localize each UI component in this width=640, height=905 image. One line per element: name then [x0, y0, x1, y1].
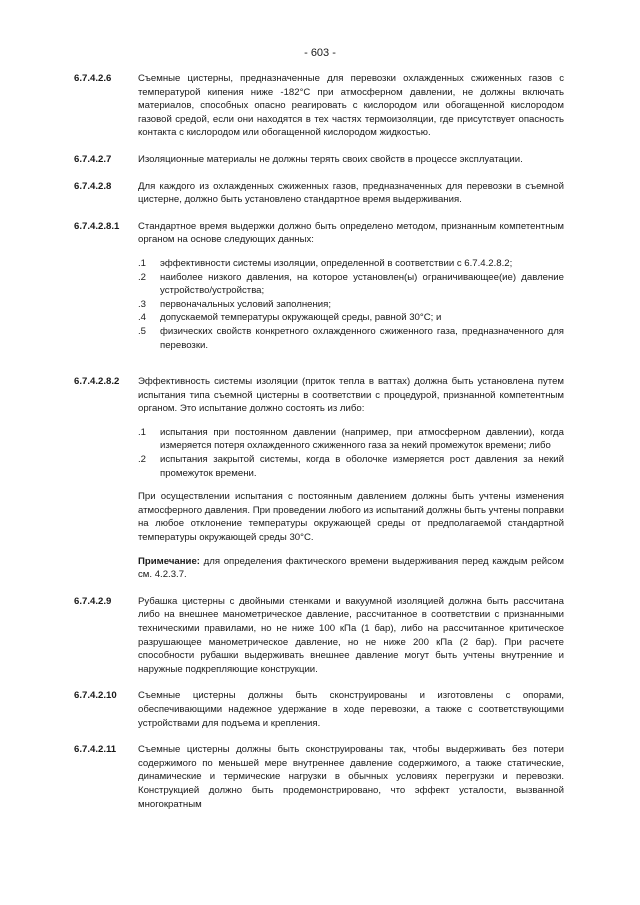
paragraph-6-7-4-2-6 — [74, 72, 564, 140]
page-number: - 603 - — [304, 47, 336, 59]
paragraph-6-7-4-2-8 — [74, 180, 564, 207]
paragraph-number: 6.7.4.2.10 — [74, 690, 117, 702]
enumerated-list — [138, 426, 564, 480]
list-item-number: .2 — [138, 271, 147, 283]
list-item-text: эффективности системы изоляции, определенной в соответствии с 6.7.4.2.8.2; — [160, 257, 513, 269]
list-item-text: испытания закрытой системы, когда в оболочке измеряется рост давления за некий промежуток времени. — [160, 454, 564, 479]
list-item — [138, 311, 564, 325]
paragraph-6-7-4-2-8-1 — [74, 220, 564, 362]
note-text: для определения фактического времени выдерживания перед каждым рейсом см. 4.2.3.7. — [138, 555, 564, 581]
list-item-text: физических свойств конкретного охлажденного сжиженного газа, предназначенного для перевозки. — [160, 325, 564, 351]
paragraph-number: 6.7.4.2.8 — [74, 180, 112, 192]
paragraph-text: Съемные цистерны должны быть сконструированы так, чтобы выдерживать без потери содержимого по меньшей мере внутреннее давление содержимого, а также статические, динамические и термические нагрузки в обычных условиях перегрузки и перевозки. Конструкцией должно быть продемонстрировано, что эффект усталости, вызванной многократным — [138, 744, 564, 810]
list-item-number: .4 — [138, 312, 147, 324]
list-item-number: .2 — [138, 454, 147, 466]
paragraph-intro: Стандартное время выдержки должно быть определено методом, признанным компетентным органом на основе следующих данных: — [138, 220, 564, 246]
paragraph-text: Для каждого из охлажденных сжиженных газов, предназначенных для перевозки в съемной цистерне, должно быть установлено стандартное время выдерживания. — [138, 180, 564, 206]
paragraph-6-7-4-2-9 — [74, 595, 564, 677]
enumerated-list — [138, 257, 564, 352]
paragraph-text: При осуществлении испытания с постоянным давлением должны быть учтены изменения атмосферного давления. При проведении любого из испытаний должны быть учтены поправки на любое отклонение температуры окружающей среды от предполагаемой стандартной температуры окружающей среды 30°С. — [138, 491, 564, 544]
list-item-text: испытания при постоянном давлении (например, при атмосферном давлении), когда измеряется потеря охлажденного сжиженного газа за некий промежуток времени; либо — [160, 426, 564, 452]
paragraph-6-7-4-2-8-2 — [74, 375, 564, 582]
list-item-text: первоначальных условий заполнения; — [160, 298, 332, 310]
paragraph-number: 6.7.4.2.11 — [74, 744, 117, 756]
paragraph-6-7-4-2-11 — [74, 743, 564, 811]
paragraph-text: Рубашка цистерны с двойными стенками и вакуумной изоляцией должна быть рассчитана либо на внешнее манометрическое давление, рассчитанное в соответствии с признанными техническими правилами, но не ниже 100 кПа (1 бар), либо на рассчитанное критическое разрушающее манометрическое давление, но не ниже 200 кПа (2 бар). При расчете способности рубашки выдерживать внешнее давление могут быть учтены внутренние и наружные подкрепляющие конструкции. — [138, 595, 564, 675]
list-item — [138, 426, 564, 453]
list-item — [138, 271, 564, 298]
list-item-number: .5 — [138, 325, 147, 337]
list-item — [138, 325, 564, 352]
paragraph-number: 6.7.4.2.8.1 — [74, 220, 120, 232]
paragraph-text: Съемные цистерны, предназначенные для перевозки охлажденных сжиженных газов с температурой кипения ниже -182°С при атмосферном давлении, не должны включать материалов, способных опасно реагировать с кислородом или обогащенной кислородом газовой средой, если они находятся в тех частях термоизоляции, где присутствует опасность контакта с кислородом или обогащенной кислородом жидкостью. — [138, 73, 564, 139]
list-item — [138, 257, 564, 271]
paragraph-6-7-4-2-7 — [74, 153, 564, 167]
paragraph-number: 6.7.4.2.8.2 — [74, 376, 120, 388]
note — [138, 555, 564, 582]
paragraph-number: 6.7.4.2.9 — [74, 595, 112, 607]
paragraph-text: Съемные цистерны должны быть сконструированы и изготовлены с опорами, обеспечивающими надежное удержание в ходе перевозки, а также с соответствующими устройствами для подъема и крепления. — [138, 690, 564, 729]
note-label: Примечание: — [138, 555, 200, 567]
paragraph-number: 6.7.4.2.7 — [74, 153, 112, 165]
document-body — [74, 72, 564, 824]
list-item-number: .1 — [138, 257, 147, 269]
paragraph-text: Изоляционные материалы не должны терять своих свойств в процессе эксплуатации. — [138, 153, 523, 165]
list-item-number: .3 — [138, 298, 147, 310]
list-item-number: .1 — [138, 426, 147, 438]
list-item-text: допускаемой температуры окружающей среды, равной 30°С; и — [160, 312, 442, 324]
paragraph-intro: Эффективность системы изоляции (приток тепла в ваттах) должна быть установлена путем испытания типа съемной цистерны в соответствии с процедурой, признанной компетентным органом. Это испытание должно состоять из либо: — [138, 376, 564, 415]
paragraph-6-7-4-2-10 — [74, 689, 564, 730]
list-item — [138, 298, 564, 312]
list-item-text: наиболее низкого давления, на которое установлен(ы) ограничивающее(ие) давление устройство/устройства; — [160, 271, 564, 297]
list-item — [138, 453, 564, 480]
paragraph-number: 6.7.4.2.6 — [74, 73, 112, 84]
